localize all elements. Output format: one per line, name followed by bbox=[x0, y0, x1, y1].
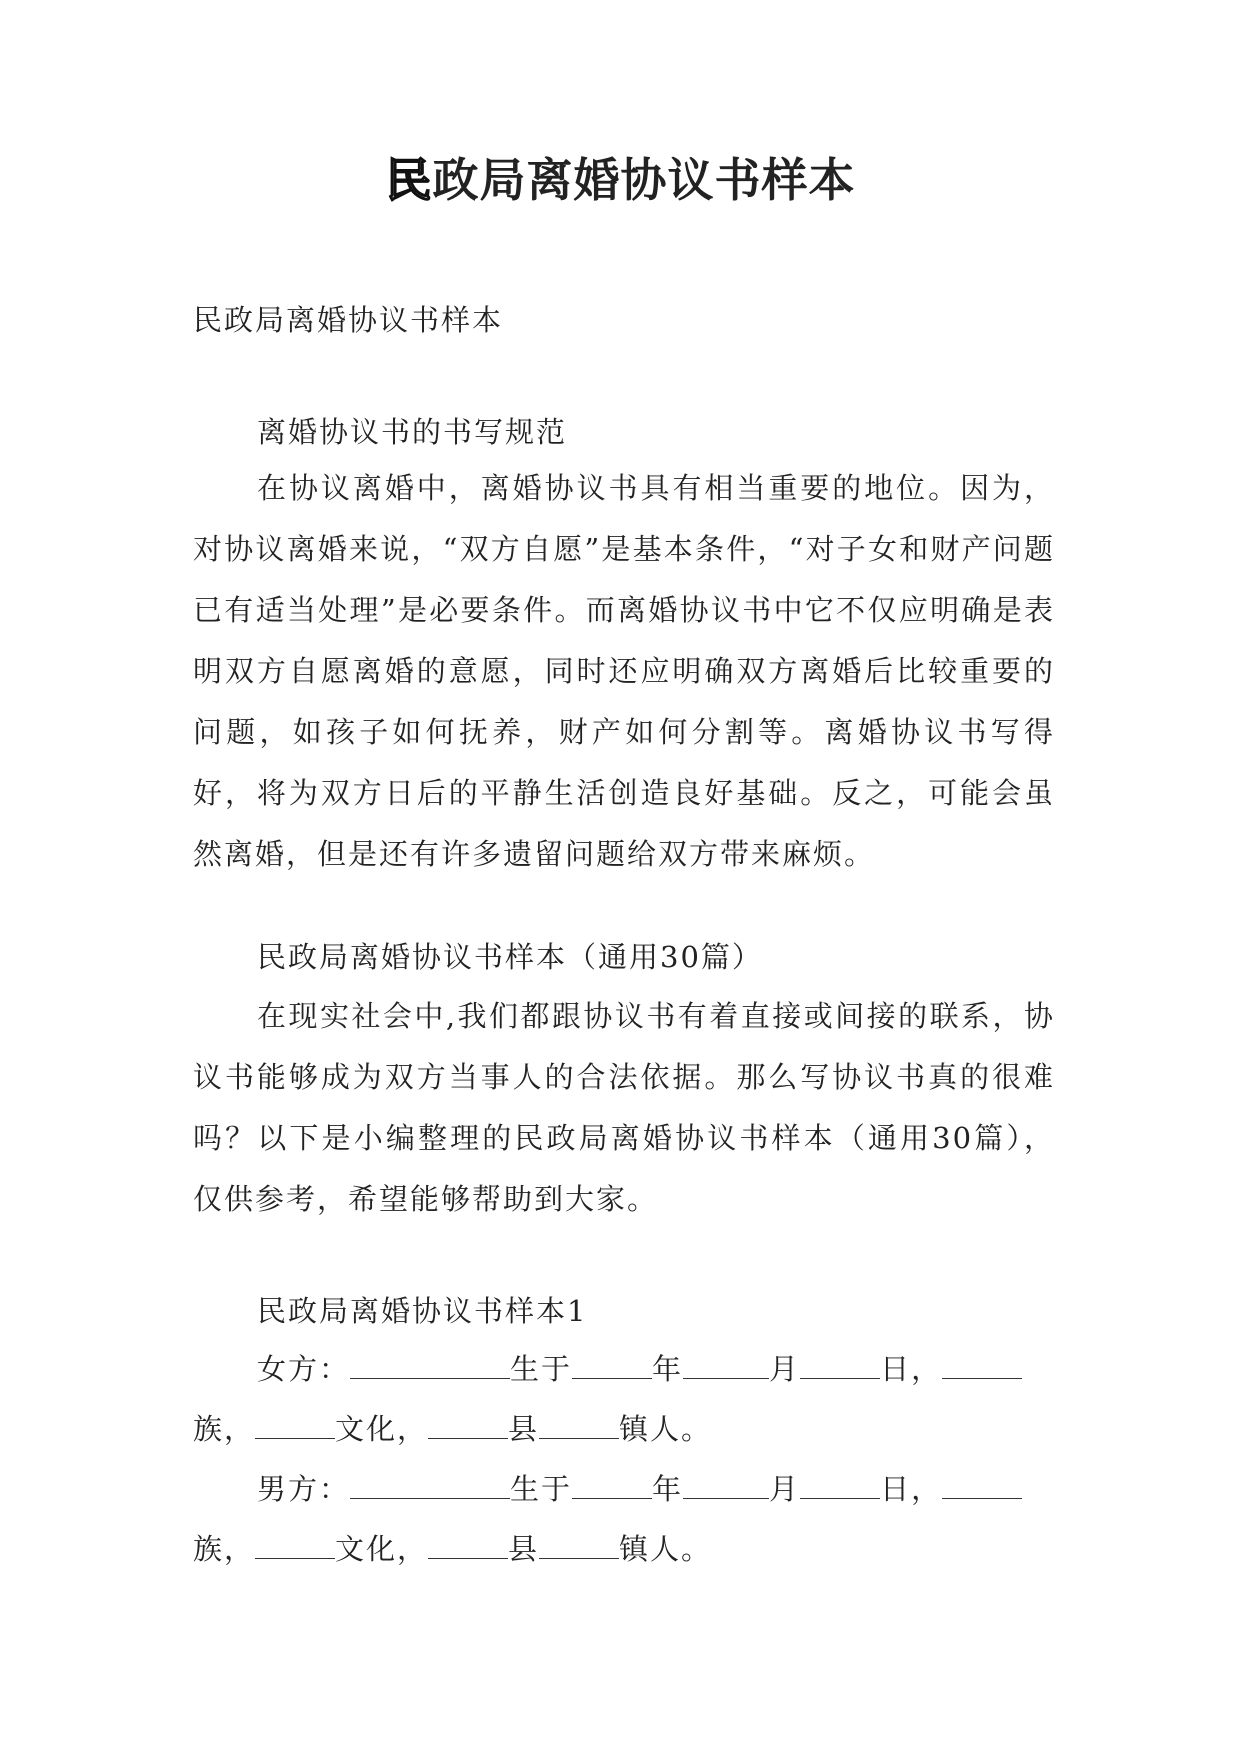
day-label: 日， bbox=[880, 1352, 943, 1386]
ethnic-label: 族， bbox=[193, 1532, 256, 1566]
sample-heading: 民政局离婚协议书样本1 bbox=[257, 1294, 588, 1328]
section-heading-writing-rules: 离婚协议书的书写规范 bbox=[257, 415, 568, 449]
town-label: 镇人。 bbox=[619, 1532, 713, 1566]
year-label: 年 bbox=[652, 1352, 684, 1386]
female-birth-month-blank[interactable] bbox=[683, 1352, 769, 1379]
male-birth-year-blank[interactable] bbox=[572, 1472, 652, 1499]
subtitle: 民政局离婚协议书样本 bbox=[193, 303, 504, 337]
month-label: 月 bbox=[769, 1352, 801, 1386]
month-label: 月 bbox=[769, 1472, 801, 1506]
male-town-blank[interactable] bbox=[539, 1532, 619, 1559]
female-ethnicity-blank[interactable] bbox=[942, 1352, 1022, 1379]
born-label: 生于 bbox=[510, 1352, 573, 1386]
male-info-line-2 bbox=[193, 1529, 1055, 1569]
title-first-char: 民 bbox=[385, 153, 433, 207]
born-label: 生于 bbox=[510, 1472, 573, 1506]
day-label: 日， bbox=[880, 1472, 943, 1506]
male-label: 男方： bbox=[257, 1472, 351, 1506]
male-ethnicity-blank[interactable] bbox=[942, 1472, 1022, 1499]
female-label: 女方： bbox=[257, 1352, 351, 1386]
female-info-line-1 bbox=[193, 1349, 1119, 1389]
female-town-blank[interactable] bbox=[539, 1412, 619, 1439]
year-label: 年 bbox=[652, 1472, 684, 1506]
county-label: 县 bbox=[508, 1412, 540, 1446]
female-name-blank[interactable] bbox=[350, 1352, 510, 1379]
town-label: 镇人。 bbox=[619, 1412, 713, 1446]
male-birth-day-blank[interactable] bbox=[800, 1472, 880, 1499]
ethnic-label: 族， bbox=[193, 1412, 256, 1446]
paragraph-writing-rules: 在协议离婚中，离婚协议书具有相当重要的地位。因为，对协议离婚来说，“双方自愿”是基本条件，“对子女和财产问题已有适当处理”是必要条件。而离婚协议书中它不仅应明确是表明双方自愿离婚的意愿，同时还应明确双方离婚后比较重要的问题，如孩子如何抚养，财产如何分割等。离婚协议书写得好，将为双方日后的平静生活创造良好基础。反之，可能会虽然离婚，但是还有许多遗留问题给双方带来麻烦。 bbox=[193, 471, 1055, 871]
female-education-blank[interactable] bbox=[255, 1412, 335, 1439]
male-info-line-1 bbox=[193, 1469, 1119, 1509]
education-label: 文化， bbox=[335, 1412, 429, 1446]
female-birth-day-blank[interactable] bbox=[800, 1352, 880, 1379]
education-label: 文化， bbox=[335, 1532, 429, 1566]
paragraph-intro: 在现实社会中,我们都跟协议书有着直接或间接的联系，协议书能够成为双方当事人的合法依据。那么写协议书真的很难吗？以下是小编整理的民政局离婚协议书样本（通用30篇），仅供参考，希望能够帮助到大家。 bbox=[193, 999, 1055, 1216]
female-county-blank[interactable] bbox=[428, 1412, 508, 1439]
male-county-blank[interactable] bbox=[428, 1532, 508, 1559]
female-info-line-2 bbox=[193, 1409, 1055, 1449]
county-label: 县 bbox=[508, 1532, 540, 1566]
document-title bbox=[0, 150, 1241, 210]
male-birth-month-blank[interactable] bbox=[683, 1472, 769, 1499]
title-rest: 政局离婚协议书样本 bbox=[432, 153, 856, 207]
male-name-blank[interactable] bbox=[350, 1472, 510, 1499]
section-heading-samples: 民政局离婚协议书样本（通用30篇） bbox=[257, 940, 763, 974]
male-education-blank[interactable] bbox=[255, 1532, 335, 1559]
female-birth-year-blank[interactable] bbox=[572, 1352, 652, 1379]
